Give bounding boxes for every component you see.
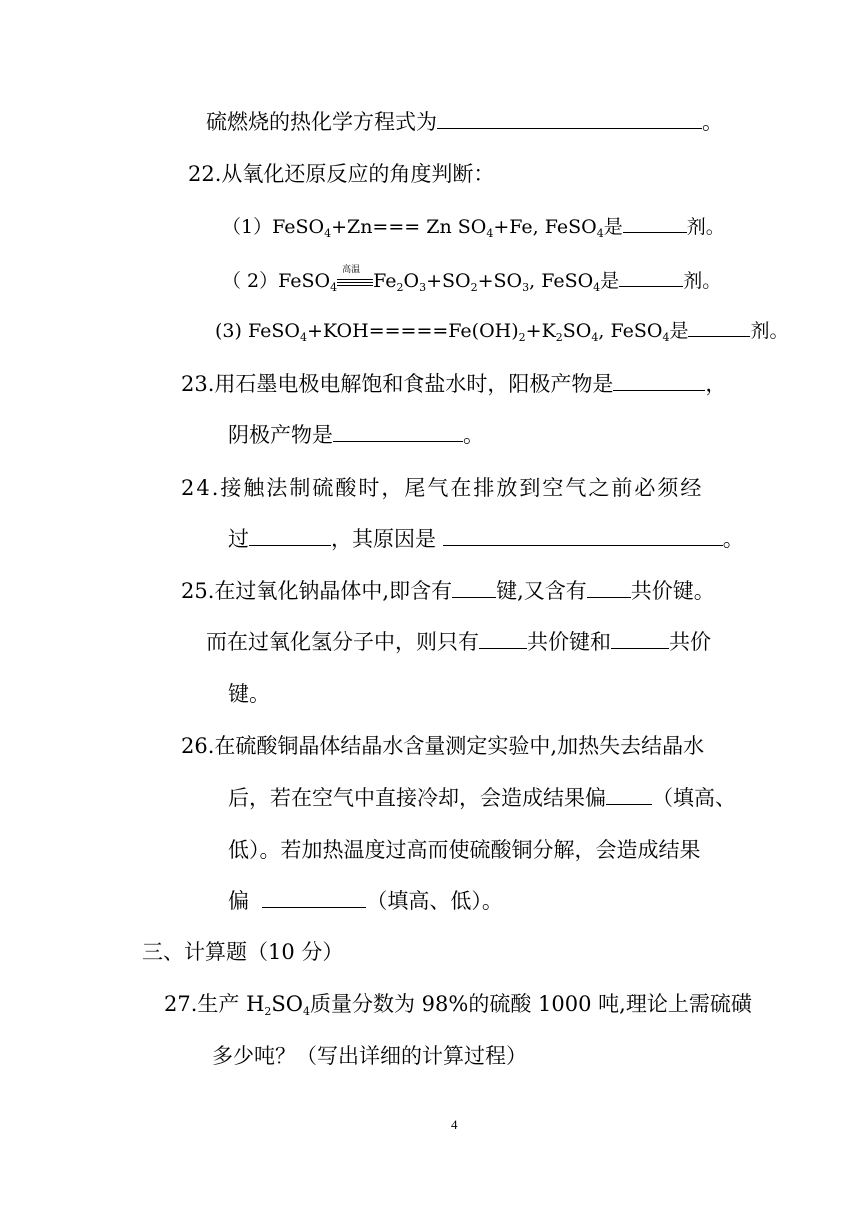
answer-blank[interactable]: [611, 628, 669, 649]
answer-blank[interactable]: [688, 316, 750, 337]
q24-line-1: 24.接触法制硫酸时，尾气在排放到空气之前必须经: [181, 476, 704, 500]
q26-line-2: 后，若在空气中直接冷却，会造成结果偏 （填高、: [228, 786, 736, 810]
q24-line-2: 过 ，其原因是 。: [228, 527, 744, 551]
answer-blank[interactable]: [613, 370, 705, 391]
q27-line-2: 多少吨？（写出详细的计算过程）: [212, 1044, 527, 1068]
q26-line-4: 偏 （填高、低）。: [228, 889, 503, 913]
q27-line-1: 27.生产 $H_2SO_4$质量分数为 98%的硫酸 1000 吨,理论上需硫磺: [164, 992, 752, 1018]
q25-line-3: 键。: [228, 682, 270, 706]
answer-blank[interactable]: [606, 784, 652, 805]
q21-line: 硫燃烧的热化学方程式为 。: [206, 110, 723, 134]
answer-blank[interactable]: [249, 525, 331, 546]
q22-reaction-1: （1）FeSO$_4$+Zn=== Zn $SO_4+Fe$, FeSO$_4$是 剂。: [222, 212, 725, 241]
answer-blank[interactable]: [443, 525, 723, 546]
q25-line-1: 25.在过氧化钠晶体中,即含有 键,又含有 共价键。: [181, 579, 715, 603]
page-number: 4: [451, 1117, 458, 1132]
q26-line-3: 低）。若加热温度过高而使硫酸铜分解，会造成结果: [228, 838, 701, 862]
answer-blank[interactable]: [619, 266, 683, 287]
answer-blank[interactable]: [452, 577, 496, 598]
q23-line-1: 23.用石墨电极电解饱和食盐水时，阳极产物是 ，: [181, 372, 727, 396]
answer-blank[interactable]: [587, 577, 631, 598]
answer-blank[interactable]: [262, 887, 366, 908]
high-temp-arrow-icon: 高温: [337, 267, 373, 289]
section-3-heading: 三、计算题（10 分）: [142, 940, 344, 964]
q25-line-2: 而在过氧化氢分子中，则只有 共价键和 共价: [206, 630, 711, 654]
answer-blank[interactable]: [479, 628, 527, 649]
answer-blank[interactable]: [623, 212, 687, 233]
q22-title: 22.从氧化还原反应的角度判断：: [188, 162, 495, 186]
q26-line-1: 26.在硫酸铜晶体结晶水含量测定实验中,加热失去结晶水: [181, 734, 705, 758]
q22-reaction-3: (3) $FeSO_4+KOH=====Fe(OH)_2+K_2SO_4$, FeSO$_4$是 剂。: [215, 316, 788, 345]
q22-reaction-2: （ 2）FeSO$_4$ 高温 $Fe_2O_3+SO_2+SO_3$, FeSO$_4$是 剂。: [222, 265, 722, 294]
answer-blank[interactable]: [437, 108, 702, 129]
answer-blank[interactable]: [333, 421, 463, 442]
q23-line-2: 阴极产物是 。: [228, 423, 484, 447]
